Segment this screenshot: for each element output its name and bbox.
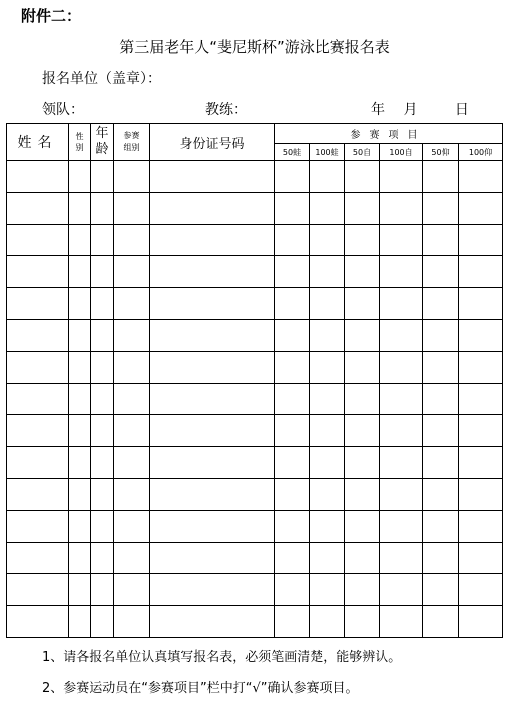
table-row	[7, 606, 503, 638]
table-cell[interactable]	[150, 192, 275, 224]
table-cell[interactable]	[275, 542, 310, 574]
header-group	[114, 124, 150, 161]
table-cell[interactable]	[69, 161, 91, 193]
table-cell[interactable]	[275, 224, 310, 256]
table-cell[interactable]	[423, 192, 459, 224]
table-cell[interactable]	[380, 224, 423, 256]
table-cell[interactable]	[380, 606, 423, 638]
table-cell[interactable]	[459, 161, 503, 193]
event-header: 100蛙	[310, 144, 345, 161]
table-cell[interactable]	[459, 478, 503, 510]
table-cell[interactable]	[91, 447, 114, 479]
table-cell[interactable]	[69, 256, 91, 288]
event-header: 50自	[345, 144, 380, 161]
table-cell[interactable]	[69, 415, 91, 447]
table-cell[interactable]	[7, 510, 69, 542]
event-header: 50蛙	[275, 144, 310, 161]
table-cell[interactable]	[114, 574, 150, 606]
table-cell[interactable]	[310, 510, 345, 542]
table-cell[interactable]	[69, 351, 91, 383]
table-row	[7, 415, 503, 447]
table-cell[interactable]	[459, 542, 503, 574]
attachment-label: 附件二：	[21, 7, 82, 25]
table-cell[interactable]	[380, 256, 423, 288]
table-cell[interactable]	[310, 319, 345, 351]
header-name: 姓名	[7, 124, 69, 161]
coach-label: 教练：	[205, 102, 247, 118]
table-cell[interactable]	[275, 161, 310, 193]
date-year: 年	[371, 102, 385, 118]
table-cell[interactable]	[423, 542, 459, 574]
table-row	[7, 383, 503, 415]
table-cell[interactable]	[380, 542, 423, 574]
table-cell[interactable]	[7, 447, 69, 479]
table-cell[interactable]	[69, 510, 91, 542]
table-cell[interactable]	[459, 447, 503, 479]
table-cell[interactable]	[275, 415, 310, 447]
table-row	[7, 447, 503, 479]
table-row	[7, 574, 503, 606]
table-cell[interactable]	[114, 319, 150, 351]
table-cell[interactable]	[310, 224, 345, 256]
table-cell[interactable]	[310, 478, 345, 510]
table-cell[interactable]	[150, 161, 275, 193]
table-cell[interactable]	[275, 478, 310, 510]
table-cell[interactable]	[114, 383, 150, 415]
note-1: 1、请各报名单位认真填写报名表，必须笔画清楚，能够辨认。	[42, 650, 402, 665]
table-cell[interactable]	[91, 288, 114, 320]
table-cell[interactable]	[91, 319, 114, 351]
table-cell[interactable]	[275, 319, 310, 351]
table-cell[interactable]	[345, 478, 380, 510]
table-cell[interactable]	[150, 383, 275, 415]
date-month: 月	[403, 102, 418, 118]
date-line	[371, 99, 480, 119]
header-id-number: 身份证号码	[150, 124, 275, 161]
table-cell[interactable]	[7, 256, 69, 288]
table-cell[interactable]	[459, 256, 503, 288]
table-cell[interactable]	[310, 383, 345, 415]
table-cell[interactable]	[380, 161, 423, 193]
table-cell[interactable]	[69, 542, 91, 574]
table-cell[interactable]	[150, 574, 275, 606]
table-cell[interactable]	[7, 224, 69, 256]
table-cell[interactable]	[380, 415, 423, 447]
table-cell[interactable]	[69, 383, 91, 415]
table-cell[interactable]	[114, 415, 150, 447]
table-cell[interactable]	[345, 161, 380, 193]
table-row	[7, 224, 503, 256]
table-cell[interactable]	[380, 478, 423, 510]
table-cell[interactable]	[7, 415, 69, 447]
table-cell[interactable]	[69, 574, 91, 606]
table-cell[interactable]	[459, 606, 503, 638]
table-cell[interactable]	[7, 574, 69, 606]
table-cell[interactable]	[91, 383, 114, 415]
table-cell[interactable]	[150, 351, 275, 383]
table-cell[interactable]	[69, 224, 91, 256]
event-header: 100仰	[459, 144, 503, 161]
table-cell[interactable]	[423, 447, 459, 479]
table-cell[interactable]	[380, 574, 423, 606]
table-cell[interactable]	[114, 351, 150, 383]
event-header: 100自	[380, 144, 423, 161]
table-cell[interactable]	[380, 447, 423, 479]
table-cell[interactable]	[459, 192, 503, 224]
table-cell[interactable]	[423, 224, 459, 256]
table-cell[interactable]	[7, 288, 69, 320]
table-cell[interactable]	[150, 224, 275, 256]
table-cell[interactable]	[345, 447, 380, 479]
table-cell[interactable]	[345, 542, 380, 574]
table-cell[interactable]	[275, 256, 310, 288]
table-cell[interactable]	[423, 383, 459, 415]
table-cell[interactable]	[114, 224, 150, 256]
table-cell[interactable]	[423, 319, 459, 351]
table-cell[interactable]	[7, 319, 69, 351]
table-cell[interactable]	[150, 288, 275, 320]
table-cell[interactable]	[91, 224, 114, 256]
table-cell[interactable]	[91, 256, 114, 288]
table-cell[interactable]	[345, 351, 380, 383]
table-cell[interactable]	[114, 542, 150, 574]
table-cell[interactable]	[459, 288, 503, 320]
table-cell[interactable]	[91, 161, 114, 193]
table-cell[interactable]	[7, 161, 69, 193]
table-cell[interactable]	[114, 447, 150, 479]
table-cell[interactable]	[345, 288, 380, 320]
table-cell[interactable]	[345, 192, 380, 224]
table-cell[interactable]	[7, 192, 69, 224]
table-cell[interactable]	[150, 447, 275, 479]
table-cell[interactable]	[7, 542, 69, 574]
table-cell[interactable]	[150, 510, 275, 542]
table-cell[interactable]	[345, 510, 380, 542]
table-cell[interactable]	[423, 606, 459, 638]
table-cell[interactable]	[69, 478, 91, 510]
table-cell[interactable]	[275, 383, 310, 415]
table-cell[interactable]	[310, 415, 345, 447]
date-day: 日	[454, 102, 469, 118]
table-cell[interactable]	[310, 192, 345, 224]
table-cell[interactable]	[91, 415, 114, 447]
table-cell[interactable]	[275, 192, 310, 224]
table-cell[interactable]	[150, 478, 275, 510]
table-cell[interactable]	[7, 383, 69, 415]
table-cell[interactable]	[114, 606, 150, 638]
table-row	[7, 161, 503, 193]
table-cell[interactable]	[310, 447, 345, 479]
leader-label: 领队：	[42, 102, 84, 118]
table-cell[interactable]	[423, 161, 459, 193]
table-cell[interactable]	[91, 192, 114, 224]
table-cell[interactable]	[150, 606, 275, 638]
table-cell[interactable]	[380, 351, 423, 383]
table-row	[7, 192, 503, 224]
table-cell[interactable]	[310, 288, 345, 320]
table-cell[interactable]	[380, 288, 423, 320]
table-cell[interactable]	[310, 161, 345, 193]
table-cell[interactable]	[275, 351, 310, 383]
table-cell[interactable]	[114, 161, 150, 193]
table-row	[7, 351, 503, 383]
table-cell[interactable]	[459, 383, 503, 415]
table-cell[interactable]	[310, 606, 345, 638]
table-cell[interactable]	[459, 415, 503, 447]
table-cell[interactable]	[91, 351, 114, 383]
table-cell[interactable]	[114, 192, 150, 224]
table-cell[interactable]	[7, 351, 69, 383]
table-cell[interactable]	[310, 256, 345, 288]
table-cell[interactable]	[114, 256, 150, 288]
table-cell[interactable]	[345, 383, 380, 415]
table-cell[interactable]	[423, 351, 459, 383]
table-cell[interactable]	[275, 447, 310, 479]
table-cell[interactable]	[459, 510, 503, 542]
table-cell[interactable]	[91, 574, 114, 606]
table-cell[interactable]	[114, 510, 150, 542]
page-title: 第三届老年人“斐尼斯杯”游泳比赛报名表	[119, 38, 390, 56]
table-cell[interactable]	[459, 574, 503, 606]
table-cell[interactable]	[345, 319, 380, 351]
table-cell[interactable]	[423, 256, 459, 288]
table-row	[7, 319, 503, 351]
table-cell[interactable]	[423, 288, 459, 320]
table-row	[7, 288, 503, 320]
table-cell[interactable]	[380, 192, 423, 224]
table-cell[interactable]	[459, 319, 503, 351]
table-cell[interactable]	[275, 510, 310, 542]
table-cell[interactable]	[275, 288, 310, 320]
header-age	[91, 124, 114, 161]
table-cell[interactable]	[345, 415, 380, 447]
data-rows	[7, 161, 503, 638]
table-cell[interactable]	[345, 574, 380, 606]
table-cell[interactable]	[114, 478, 150, 510]
header-events: 参赛项目	[275, 124, 503, 144]
header-gender	[69, 124, 91, 161]
table-cell[interactable]	[91, 510, 114, 542]
table-cell[interactable]	[69, 447, 91, 479]
table-cell[interactable]	[380, 319, 423, 351]
table-cell[interactable]	[459, 224, 503, 256]
table-cell[interactable]	[150, 319, 275, 351]
table-cell[interactable]	[423, 510, 459, 542]
table-cell[interactable]	[275, 574, 310, 606]
unit-label: 报名单位（盖章）：	[42, 71, 161, 87]
table-cell[interactable]	[150, 256, 275, 288]
table-row	[7, 542, 503, 574]
table-cell[interactable]	[380, 383, 423, 415]
table-cell[interactable]	[380, 510, 423, 542]
table-cell[interactable]	[423, 574, 459, 606]
table-cell[interactable]	[459, 351, 503, 383]
table-cell[interactable]	[69, 288, 91, 320]
note-2: 2、参赛运动员在“参赛项目”栏中打“√”确认参赛项目。	[42, 681, 359, 696]
table-cell[interactable]	[7, 478, 69, 510]
table-cell[interactable]	[275, 606, 310, 638]
table-cell[interactable]	[310, 542, 345, 574]
table-cell[interactable]	[423, 415, 459, 447]
table-row	[7, 256, 503, 288]
table-cell[interactable]	[345, 224, 380, 256]
table-cell[interactable]	[345, 606, 380, 638]
table-cell[interactable]	[91, 606, 114, 638]
registration-table	[6, 123, 503, 638]
header-age-text: 年 龄	[95, 126, 109, 157]
table-cell[interactable]	[69, 606, 91, 638]
table-cell[interactable]	[69, 319, 91, 351]
table-cell[interactable]	[69, 192, 91, 224]
table-cell[interactable]	[91, 542, 114, 574]
event-header: 50仰	[423, 144, 459, 161]
table-cell[interactable]	[423, 478, 459, 510]
table-cell[interactable]	[345, 256, 380, 288]
table-cell[interactable]	[150, 542, 275, 574]
table-row	[7, 510, 503, 542]
table-cell[interactable]	[310, 351, 345, 383]
table-cell[interactable]	[310, 574, 345, 606]
header-group-text: 参赛 组别	[123, 131, 140, 152]
table-row	[7, 478, 503, 510]
table-cell[interactable]	[114, 288, 150, 320]
table-cell[interactable]	[7, 606, 69, 638]
table-cell[interactable]	[150, 415, 275, 447]
header-gender-text: 性 别	[75, 132, 84, 152]
table-cell[interactable]	[91, 478, 114, 510]
